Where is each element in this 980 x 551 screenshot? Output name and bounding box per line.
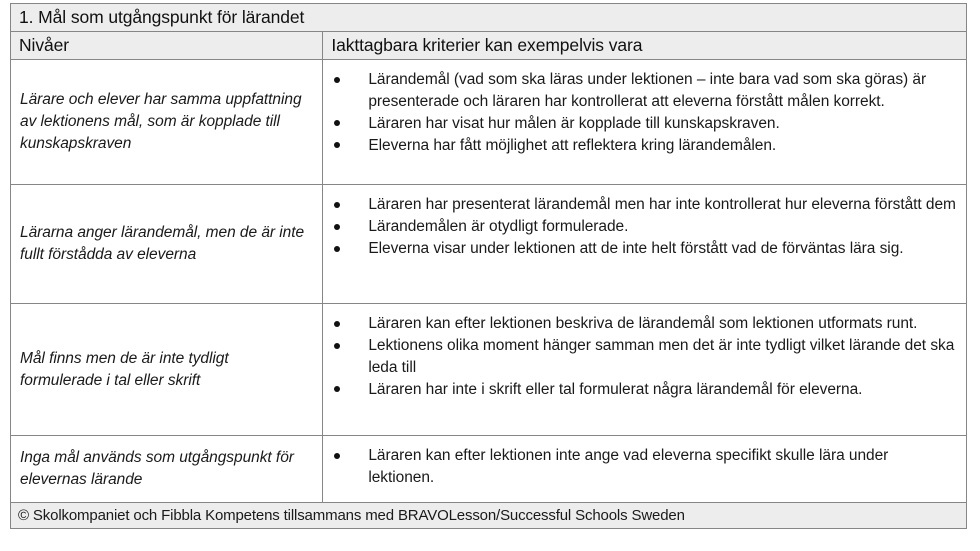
- criteria-text: Lärandemål (vad som ska läras under lektionen – inte bara vad som ska göras) är presenterade och läraren har kontrollerat att eleverna förstått målen korrekt.: [368, 71, 927, 110]
- list-item: [323, 238, 958, 260]
- header-cell-levels: [11, 32, 323, 60]
- criteria-text: Eleverna visar under lektionen att de inte helt förstått vad de förväntas lära sig.: [368, 240, 904, 257]
- level-description: Lärare och elever har samma uppfattning av lektionens mål, som är kopplade till kunskapskraven: [20, 91, 302, 152]
- level-description: Mål finns men de är inte tydligt formulerade i tal eller skrift: [20, 349, 229, 389]
- header-cell-criteria: [323, 32, 967, 60]
- criteria-text: Läraren kan efter lektionen beskriva de lärandemål som lektionen utformats runt.: [368, 315, 918, 332]
- bullet-icon: [334, 343, 340, 349]
- level-description: Inga mål används som utgångspunkt för elevernas lärande: [20, 449, 294, 488]
- criteria-list: [323, 436, 966, 495]
- table-header-row: [11, 32, 967, 60]
- table-row: [11, 436, 967, 503]
- column-header-levels: Nivåer: [19, 35, 69, 55]
- list-item: [323, 135, 958, 157]
- criteria-text: Läraren har visat hur målen är kopplade till kunskapskraven.: [368, 114, 780, 132]
- table-footer-row: [11, 503, 967, 529]
- level-description: Lärarna anger lärandemål, men de är inte fullt förstådda av eleverna: [20, 224, 305, 263]
- bullet-icon: [334, 142, 340, 148]
- copyright-notice: © Skolkompaniet och Fibbla Kompetens tillsammans med BRAVOLesson/Successful Schools Sweden: [18, 507, 685, 524]
- table-title-row: [11, 4, 967, 32]
- criteria-list: [323, 304, 966, 407]
- bullet-icon: [334, 453, 340, 459]
- criteria-cell: [323, 436, 967, 503]
- bullet-icon: [334, 246, 340, 252]
- criteria-text: Lektionens olika moment hänger samman men det är inte tydligt vilket lärande det ska leda till: [368, 337, 955, 376]
- bullet-icon: [334, 120, 340, 126]
- criteria-text: Läraren kan efter lektionen inte ange vad eleverna specifikt skulle lära under lektionen.: [368, 447, 889, 486]
- list-item: [323, 335, 958, 378]
- criteria-text: Eleverna har fått möjlighet att reflektera kring lärandemålen.: [368, 136, 777, 154]
- list-item: [323, 194, 958, 216]
- table-row: [11, 60, 967, 185]
- list-item: [323, 69, 958, 112]
- table-title-cell: [11, 4, 967, 32]
- bullet-icon: [334, 77, 340, 83]
- criteria-text: Lärandemålen är otydligt formulerade.: [368, 218, 629, 235]
- table-footer-cell: [11, 503, 967, 529]
- page-title: 1. Mål som utgångspunkt för lärandet: [19, 7, 305, 27]
- list-item: [323, 216, 958, 238]
- rubric-table: [10, 3, 967, 529]
- criteria-cell: [323, 60, 967, 185]
- list-item: [323, 445, 958, 488]
- criteria-cell: [323, 185, 967, 304]
- criteria-text: Läraren har inte i skrift eller tal formulerat några lärandemål för eleverna.: [368, 380, 863, 398]
- bullet-icon: [334, 202, 340, 208]
- criteria-text: Läraren har presenterat lärandemål men har inte kontrollerat hur eleverna förstått dem: [368, 196, 956, 213]
- list-item: [323, 113, 958, 135]
- criteria-cell: [323, 304, 967, 436]
- level-cell: [11, 436, 323, 503]
- level-cell: [11, 185, 323, 304]
- list-item: [323, 379, 958, 401]
- list-item: [323, 313, 958, 335]
- bullet-icon: [334, 224, 340, 230]
- criteria-list: [323, 185, 966, 266]
- criteria-list: [323, 60, 966, 163]
- bullet-icon: [334, 386, 340, 392]
- column-header-criteria: Iakttagbara kriterier kan exempelvis vara: [331, 35, 643, 55]
- table-row: [11, 185, 967, 304]
- level-cell: [11, 304, 323, 436]
- table-row: [11, 304, 967, 436]
- level-cell: [11, 60, 323, 185]
- bullet-icon: [334, 321, 340, 327]
